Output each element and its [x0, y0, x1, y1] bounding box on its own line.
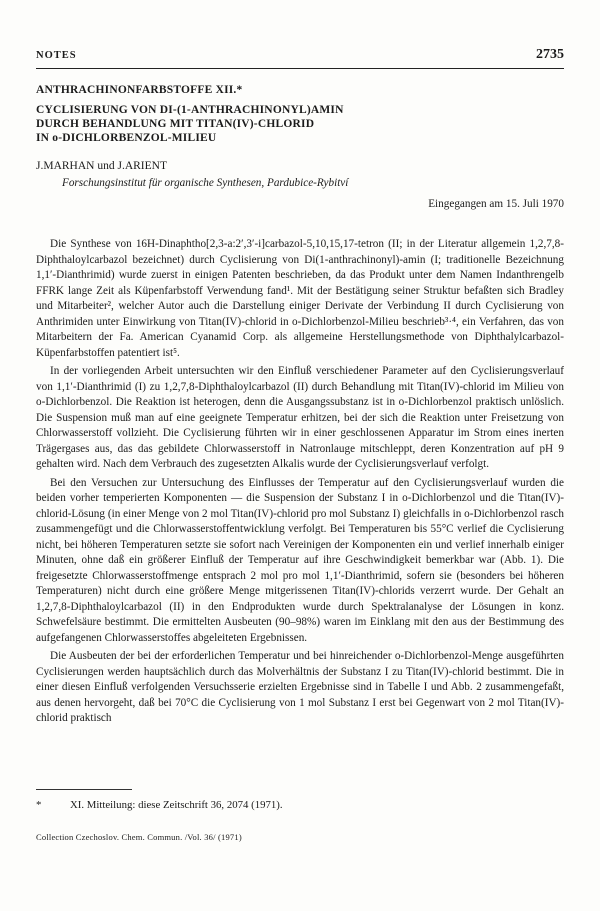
section-label: NOTES — [36, 50, 77, 61]
article-title — [36, 103, 344, 145]
footnote-rule — [36, 789, 132, 790]
title-line: CYCLISIERUNG VON DI-(1-ANTHRACHINONYL)AMIN — [36, 104, 344, 116]
authors: J.MARHAN und J.ARIENT — [36, 160, 167, 172]
article-body — [36, 237, 564, 730]
footnote-mark: * — [36, 799, 42, 811]
header-rule — [36, 68, 564, 69]
paragraph: Die Synthese von 16H-Dinaphtho[2,3-a:2′,3′-i]carbazol-5,10,15,17-tetron (II; in der Literatur allgemein 1,2,7,8-Diphthaloylcarbazol bezeichnet) durch Cyclisierung von Di(1-anthrachinonyl)-amin (I; traditionelle Bezeichnung 1,1′-Dianthrimid) wurde zuerst in einigen Patenten beschrieben, da das Produkt unter dem Namen Indanthrengelb FFRK lange Zeit als Küpenfarbstoff Verwendung fand¹. Mit der Bestätigung seiner Struktur befaßten sich Bradley und Mitarbeiter², welcher Autor auch die Darstellung einiger Derivate der Verbindung II durch Cyclisierung von Anthrimiden unter Einwirkung von Titan(IV)-chlorid in o-Dichlorbenzol-Milieu beschrieb³·⁴, ein Verfahren, das von Mitarbeitern der Fa. American Cyanamid Corp. als allgemeine Herstellungsmethode von Diphthalylcarbazol-Küpenfarbstoffen patentiert ist⁵. — [36, 238, 564, 359]
paragraph: Bei den Versuchen zur Untersuchung des Einflusses der Temperatur auf den Cyclisierungsverlauf wurden die beiden vorher temperierten Komponenten — die Suspension der Substanz I in o-Dichlorbenzol und die Titan(IV)-chlorid-Lösung (in einer Menge von 2 mol Titan(IV)-chlorid pro mol Substanz I) gleichfalls in o-Dichlorbenzol rasch zusammengefügt und die Chlorwasserstoffentwicklung verfolgt. Bei Temperaturen bis 55°C verlief die Cyclisierung nicht, bei höheren Temperaturen setzte sie sofort nach Vereinigen der Komponenten ein und verlief innerhalb einiger Minuten, ohne daß ein größerer Einfluß der Temperatur auf ihre Geschwindigkeit bemerkbar war (Abb. 1). Die freigesetzte Chlorwasserstoffmenge entsprach 2 mol pro mol 1,1′-Dianthrimid, sofern sie (besonders bei höheren Temperaturen) nicht durch eine größere Menge mitgerissenen Titan(IV)-chlorids verzerrt wurde. Der Gehalt an 1,2,7,8-Diphthaloylcarbazol (II) in den Endprodukten wurde durch Spektralanalyse der Lösungen in konz. Schwefelsäure bestimmt. Die ermittelten Ausbeuten (90–98%) waren im Einklang mit den aus der Bestimmung des aufgefangenen Chlorwasserstoffes abgeleiteten Ergebnissen. — [36, 476, 564, 644]
title-line: DURCH BEHANDLUNG MIT TITAN(IV)-CHLORID — [36, 118, 315, 130]
paragraph: In der vorliegenden Arbeit untersuchten wir den Einfluß verschiedener Parameter auf den Cyclisierungsverlauf von 1,1′-Dianthrimid (I) zu 1,2,7,8-Diphthaloylcarbazol (II) durch Behandlung mit Titan(IV)-chlorid im Milieu von o-Dichlorbenzol. Die Reaktion ist heterogen, denn die Ausgangssubstanz ist in o-Dichlorbenzol praktisch unlöslich. Die Suspension muß man auf eine geeignete Temperatur erhitzen, bei der sich die Reaktion unter Freisetzung von Chlorwasserstoff vollzieht. Die Cyclisierung führten wir in einer geschlossenen Apparatur im Strom eines inerten Trägergases aus, das das gebildete Chlorwasserstoff in Natronlauge mitschleppt, deren Konzentration auf pH 9 gehalten wird. Nach dem Verbrauch des zugesetzten Alkalis wurde der Cyclisierungsverlauf verfolgt. — [36, 365, 564, 470]
paragraph: Die Ausbeuten der bei der erforderlichen Temperatur und bei hinreichender o-Dichlorbenzol-Menge ausgeführten Cyclisierungen werden hauptsächlich durch das Molverhältnis der Substanz I zu Titan(IV)-chlorid bestimmt. Die in einer diesen Einfluß verfolgenden Versuchsserie erzielten Ergebnisse sind in Tabelle I und Abb. 2 zusammengefaßt, aus denen hervorgeht, daß bei 70°C die Cyclisierung von 1 mol Substanz I erst bei Gegenwart von 2 mol Titan(IV)-chlorid praktisch — [36, 650, 564, 724]
affiliation: Forschungsinstitut für organische Synthesen, Pardubice-Rybitví — [62, 177, 349, 189]
journal-citation: Collection Czechoslov. Chem. Commun. /Vol. 36/ (1971) — [36, 832, 242, 842]
footnote — [36, 799, 283, 811]
page-header — [36, 47, 564, 68]
series-title: ANTHRACHINONFARBSTOFFE XII.* — [36, 84, 243, 96]
footnote-text: XI. Mitteilung: diese Zeitschrift 36, 2074 (1971). — [70, 799, 283, 811]
title-line: IN o-DICHLORBENZOL-MILIEU — [36, 132, 217, 144]
received-date: Eingegangen am 15. Juli 1970 — [428, 198, 564, 210]
page-number: 2735 — [536, 47, 564, 62]
